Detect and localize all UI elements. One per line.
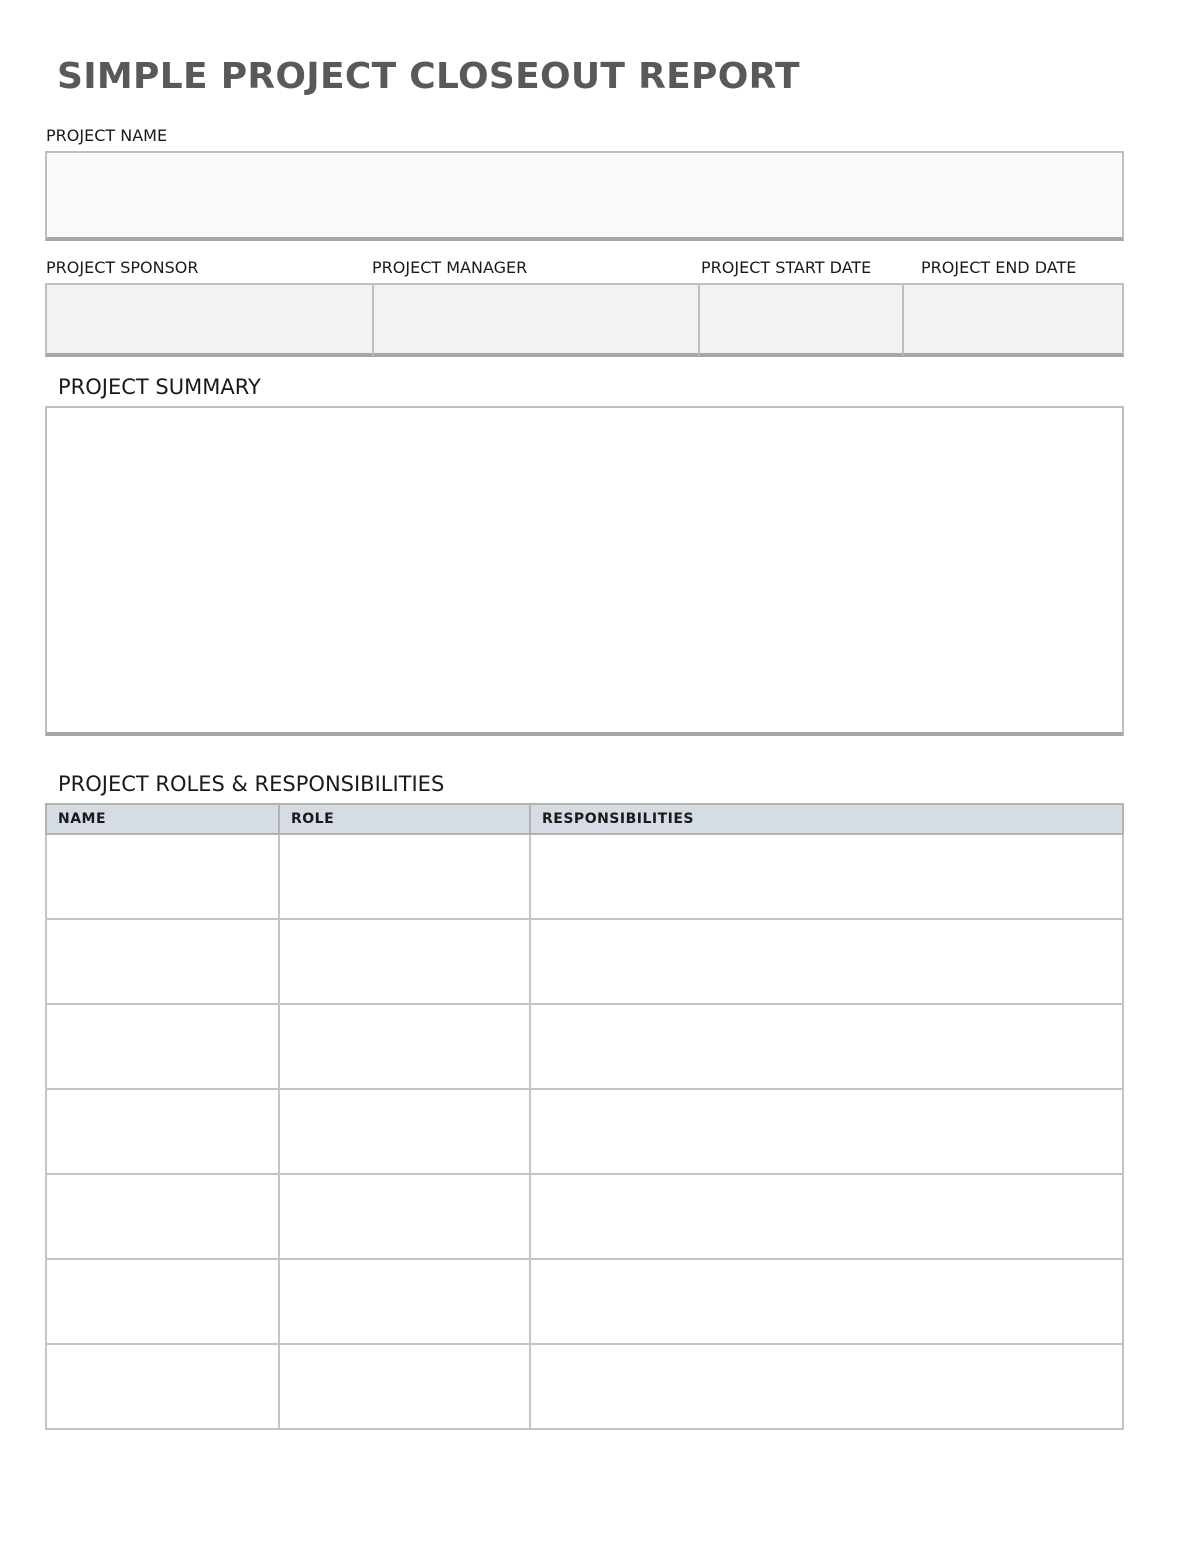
name-cell[interactable] (46, 919, 279, 1004)
project-start-date-label: PROJECT START DATE (701, 258, 872, 277)
project-manager-field[interactable] (372, 283, 700, 357)
column-header-responsibilities: RESPONSIBILITIES (530, 804, 1123, 834)
roles-heading: PROJECT ROLES & RESPONSIBILITIES (58, 772, 445, 796)
roles-header-row (46, 804, 1123, 834)
role-cell[interactable] (279, 1344, 530, 1429)
table-row (46, 1344, 1123, 1429)
responsibilities-cell[interactable] (530, 1259, 1123, 1344)
name-cell[interactable] (46, 1344, 279, 1429)
role-cell[interactable] (279, 1259, 530, 1344)
project-start-date-field[interactable] (698, 283, 904, 357)
name-cell[interactable] (46, 1259, 279, 1344)
responsibilities-cell[interactable] (530, 1089, 1123, 1174)
project-name-field[interactable] (45, 151, 1124, 241)
project-end-date-field[interactable] (902, 283, 1124, 357)
project-end-date-label: PROJECT END DATE (921, 258, 1077, 277)
table-row (46, 1259, 1123, 1344)
project-sponsor-label: PROJECT SPONSOR (46, 258, 199, 277)
column-header-role: ROLE (279, 804, 530, 834)
roles-table (45, 803, 1124, 1430)
responsibilities-cell[interactable] (530, 1174, 1123, 1259)
project-sponsor-field[interactable] (45, 283, 374, 357)
project-manager-label: PROJECT MANAGER (372, 258, 528, 277)
role-cell[interactable] (279, 919, 530, 1004)
table-row (46, 834, 1123, 919)
responsibilities-cell[interactable] (530, 834, 1123, 919)
role-cell[interactable] (279, 1004, 530, 1089)
role-cell[interactable] (279, 1089, 530, 1174)
responsibilities-cell[interactable] (530, 919, 1123, 1004)
responsibilities-cell[interactable] (530, 1344, 1123, 1429)
project-name-label: PROJECT NAME (46, 126, 168, 145)
name-cell[interactable] (46, 1174, 279, 1259)
document-title: SIMPLE PROJECT CLOSEOUT REPORT (57, 56, 800, 97)
table-row (46, 919, 1123, 1004)
table-row (46, 1089, 1123, 1174)
role-cell[interactable] (279, 834, 530, 919)
role-cell[interactable] (279, 1174, 530, 1259)
name-cell[interactable] (46, 1004, 279, 1089)
name-cell[interactable] (46, 834, 279, 919)
column-header-name: NAME (46, 804, 279, 834)
table-row (46, 1174, 1123, 1259)
project-summary-heading: PROJECT SUMMARY (58, 375, 261, 399)
project-summary-field[interactable] (45, 406, 1124, 736)
responsibilities-cell[interactable] (530, 1004, 1123, 1089)
name-cell[interactable] (46, 1089, 279, 1174)
table-row (46, 1004, 1123, 1089)
